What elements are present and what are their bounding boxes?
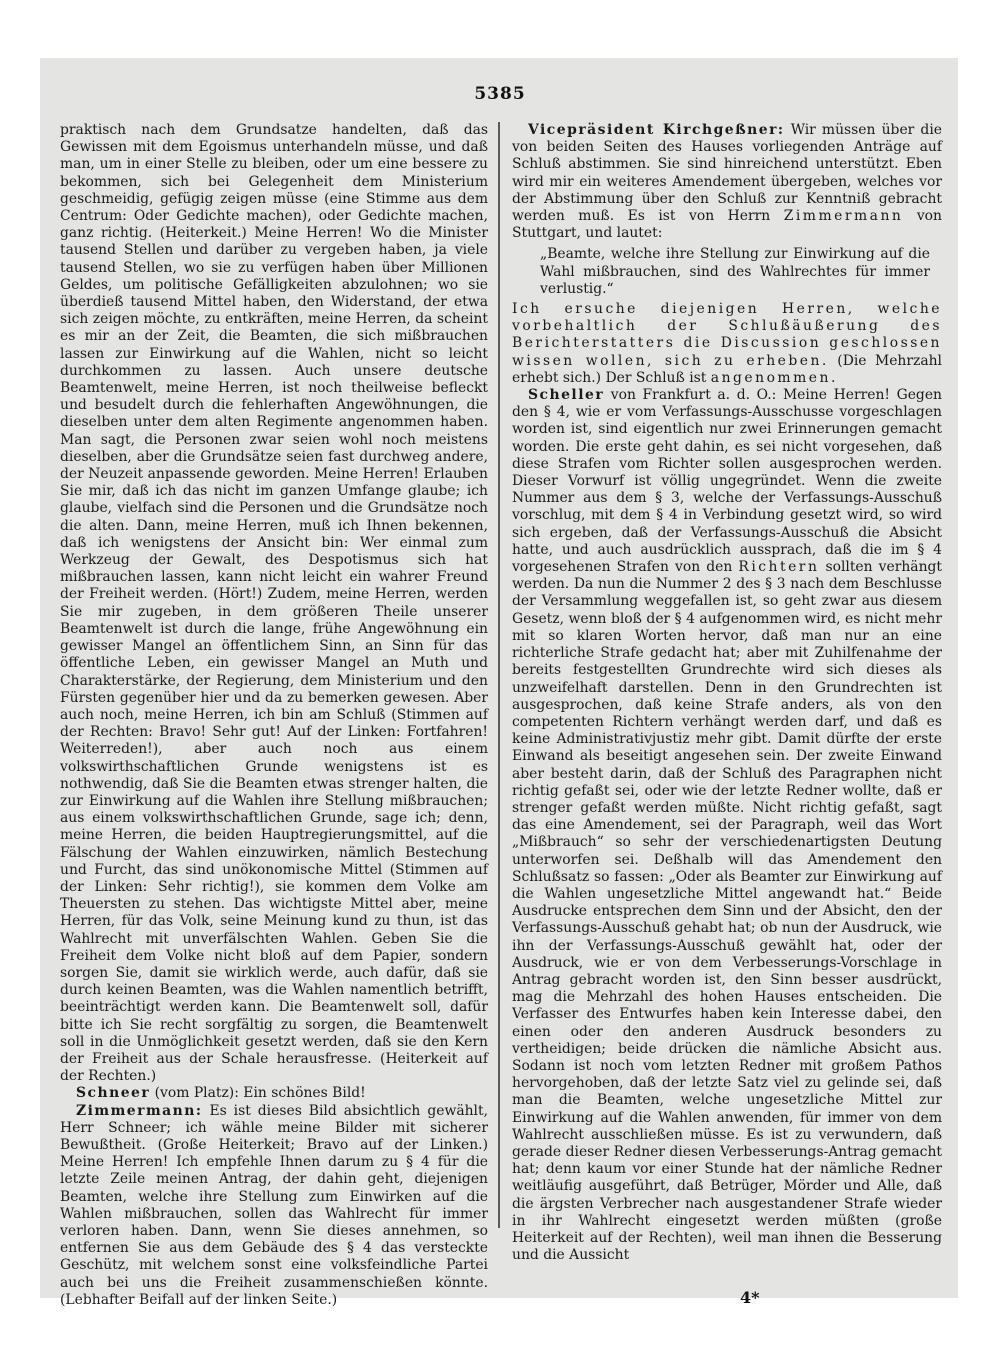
left-column	[60, 122, 488, 1309]
reply-paragraph	[60, 1103, 488, 1309]
vicepresident-text-end: von Stuttgart, und lautet:	[512, 208, 942, 242]
vote-result: angenommen.	[710, 369, 838, 386]
vote-text: (Die Mehrzahl erhebt sich.) Der Schluß ist	[512, 352, 943, 386]
page-number: 5385	[474, 84, 526, 104]
vote-call: Ich ersuche diejenigen Herren, welche vorbehaltlich der Schlußäußerung des Berichterstatters die Discussion geschlossen wissen wollen, sich zu erheben.	[512, 301, 942, 369]
emphasis-richtern: Richtern	[738, 559, 820, 576]
speech-continuation: praktisch nach dem Grundsatze handelten, daß das Gewissen mit dem Egoismus unterhandeln müsse, und daß man, um in einer Stelle zu bleiben, oder um eine bessere zu bekommen, sich bei Gelegenheit dem Ministerium geschmeidig, gefügig zeigen müsse (eine Stimme aus dem Centrum: Oder Gedichte machen), oder Gedichte machen, ganz richtig. (Heiterkeit.) Meine Herren! Wo die Minister tausend Stellen und darüber zu vergeben haben, ja viele tausend Stellen, wo sie zu verfügen haben über Millionen Geldes, um politische Gefälligkeiten abzulohnen; wo sie überdieß tausend Mittel haben, den Widerstand, der etwa sich zeigen möchte, zu entkräften, meine Herren, da scheint es mir an der Zeit, die Beamten, die sich mißbrauchen lassen zur Einwirkung auf die Wahlen, nicht so leicht durchkommen zu lassen. Auch unsere deutsche Beamtenwelt, meine Herren, ist noch theilweise befleckt und besudelt durch die fehlerhaften Angewöhnungen, die dieselben unter dem alten Regimente angenommen haben. Man sagt, die Personen zwar seien wohl noch meistens dieselben, aber die Grundsätze seien fast durchweg andere, der Neuzeit anpassende geworden. Meine Herren! Erlauben Sie mir, daß ich das nicht im ganzen Umfange glaube; ich glaube, vielfach sind die Personen und die Grundsätze noch die alten. Dann, meine Herren, muß ich Ihnen bekennen, daß ich wenigstens der Ansicht bin: Wer einmal zum Werkzeug der Gewalt, des Despotismus sich hat mißbrauchen lassen, kann nicht leicht ein wahrer Freund der Freiheit werden. (Hört!) Zudem, meine Herren, werden Sie mir zugeben, in dem größeren Theile unserer Beamtenwelt ist durch die lange, frühe Angewöhnung ein gewisser Mangel an öffentlichem Sinn, an Sinn für das öffentliche Leben, ein gewisser Mangel an Muth und Charakterstärke, der Regierung, dem Ministerium und den Fürsten gegenüber hier und da zu bemerken gewesen. Aber auch noch, meine Herren, ich bin am Schluß (Stimmen auf der Rechten: Bravo! Sehr gut! Auf der Linken: Fortfahren! Weiterreden!), aber auch noch aus einem volkswirthschaftlichen Grunde wenigstens ist es nothwendig, daß Sie die Beamten etwas strenger halten, die zur Einwirkung auf die Wahlen ihre Stellung mißbrauchen; aus einem volkswirthschaftlichen Grunde, sage ich; denn, meine Herren, die beiden Hauptregierungsmittel, auf die Fälschung der Wahlen einzuwirken, nämlich Bestechung und Furcht, das sind unökonomische Mittel (Stimmen auf der Linken: Sehr richtig!), sie kommen dem Volke am Theuersten zu stehen. Das wichtigste Mittel aber, meine Herren, für das Volk, seine Meinung kund zu thun, ist das Wahlrecht mit unverfälschten Wahlen. Geben Sie die Freiheit dem Volke nicht bloß auf dem Papier, sondern sorgen Sie, damit sie wirklich werde, auch dafür, daß sie durch keinen Beamten, was die Wahlen namentlich betrifft, beeinträchtigt werden kann. Die Beamtenwelt soll, dafür bitte ich Sie recht sorgfältig zu sorgen, die Beamtenwelt soll in die Unmöglichkeit gesetzt werden, daß sie den Kern der Freiheit aus der Schale herausfresse. (Heiterkeit auf der Rechten.)	[60, 122, 488, 1085]
speaker-name: Scheller	[528, 387, 605, 404]
signature-mark: 4*	[740, 1288, 760, 1307]
amendment-quote: „Beamte, welche ihre Stellung zur Einwirkung auf die Wahl mißbrauchen, sind des Wahlrechtes für immer verlustig.“	[540, 246, 930, 297]
amendment-author: Zimmermann	[783, 208, 904, 225]
scheller-text: von Frankfurt a. d. O.: Meine Herren! Gegen den § 4, wie er vom Verfassungs-Ausschusse vorgeschlagen worden ist, sind eigentlich nur zwei Erinnerungen gemacht worden. Die erste geht dahin, es sei nicht vorgesehen, daß diese Strafen vom Richter sollen ausgesprochen werden. Dieser Vorwurf ist völlig ungegründet. Wenn die zweite Nummer aus dem § 3, welche der Verfassungs-Ausschuß vorschlug, mit dem § 4 in Verbindung gesetzt wird, so wird sich ergeben, daß der Verfassungs-Ausschuß die Absicht hatte, und auch ausdrücklich aussprach, daß die im § 4 vorgesehenen Strafen von den	[512, 387, 942, 576]
speaker-name: Zimmermann:	[76, 1102, 203, 1119]
speaker-name: Schneer	[76, 1085, 151, 1102]
reply-text: Es ist dieses Bild absichtlich gewählt, Herr Schneer; ich wähle meine Bilder mit sicherer Bewußtheit. (Große Heiterkeit; Bravo auf der Linken.) Meine Herren! Ich empfehle Ihnen darum zu § 4 für die letzte Zeile meinen Antrag, der dahin geht, diejenigen Beamten, welche ihre Stellung zum Einwirken auf die Wahlen mißbrauchen, sollen das Wahlrecht für immer verloren haben. Dann, wenn Sie dieses annehmen, so entfernen Sie aus dem Gebäude des § 4 das versteckte Geschütz, mit welchem sonst eine volksfeindliche Partei auch bei uns die Freiheit zusammenschießen könnte. (Lebhafter Beifall auf der linken Seite.)	[60, 1102, 488, 1308]
scheller-paragraph	[512, 387, 942, 1264]
column-divider	[498, 122, 500, 1228]
interjection-text: (vom Platz): Ein schönes Bild!	[150, 1085, 366, 1102]
scheller-text-end: sollten verhängt werden. Da nun die Nummer 2 des § 3 nach dem Beschlusse der Versammlung weggefallen ist, so geht zwar aus diesem Gesetz, wenn bloß der § 4 aufgenommen wird, es nicht mehr mit so klaren Worten hervor, daß man nur an eine richterliche Strafe gedacht hat; aber mit Zuhilfenahme der bereits festgestellten Grundrechte wird sich dieses als unzweifelhaft darstellen. Denn in den Grundrechten ist ausgesprochen, daß keine Strafe anders, als von den competenten Richtern verhängt werden darf, und daß es keine Administrativjustiz mehr gibt. Damit dürfte der erste Einwand als beseitigt angesehen sein. Der zweite Einwand aber besteht darin, daß der Schluß des Paragraphen nicht richtig gefaßt sei, oder wie der letzte Redner wollte, daß er strenger gefaßt werden müßte. Nicht richtig gefaßt, sagt das eine Amendement, sei der Paragraph, weil das Wort „Mißbrauch“ so sehr der verschiedenartigsten Deutung unterworfen sei. Deßhalb will das Amendement den Schlußsatz so fassen: „Oder als Beamter zur Einwirkung auf die Wahlen ungesetzliche Mittel angewandt hat.“ Beide Ausdrucke entsprechen dem Sinn und der Absicht, den der Verfassungs-Ausschuß gehabt hat; ob nun der Ausdruck, wie ihn der Verfassungs-Ausschuß gewählt hat, oder der Ausdruck, wie er von dem Verbesserungs-Vorschlage in Antrag gebracht worden ist, den Sinn besser ausdrückt, mag die Mehrzahl des hohen Hauses entscheiden. Die Verfasser des Entwurfes haben kein Interesse dabei, den einen oder den anderen Ausdruck besonders zu vertheidigen; beide drücken die nämliche Absicht aus. Sodann ist noch vom letzten Redner mit großem Pathos hervorgehoben, daß der letzte Satz viel zu gelinde sei, daß man die Beamten, welche ungesetzliche Mittel zur Einwirkung auf die Wahlen anwenden, für immer von dem Wahlrecht ausschließen müsse. Es ist zu verwundern, daß gerade dieser Redner diesen Verbesserungs-Antrag gemacht hat; denn kaum vor einer Stunde hat der nämliche Redner weitläufig ausgeführt, daß Betrüger, Mörder und Alle, daß die ärgsten Verbrecher nach ausgestandener Strafe wieder in ihr Wahlrecht eingesetzt werden müßten (große Heiterkeit auf der Rechten), weil man ihnen die Besserung und die Aussicht	[512, 559, 943, 1264]
speaker-name: Vicepräsident Kirchgeßner:	[528, 122, 785, 138]
interjection-paragraph	[60, 1085, 488, 1102]
vote-paragraph	[512, 301, 942, 387]
right-column	[512, 122, 942, 1264]
vicepresident-paragraph	[512, 122, 942, 242]
vicepresident-text: Wir müssen über die von beiden Seiten des Hauses vorliegenden Anträge auf Schluß abstimmen. Sie sind hinreichend unterstützt. Eben wird mir ein weiteres Amendement übergeben, welches vor der Abstimmung über den Schluß zur Kenntniß gebracht werden muß. Es ist von Herrn	[512, 122, 942, 225]
